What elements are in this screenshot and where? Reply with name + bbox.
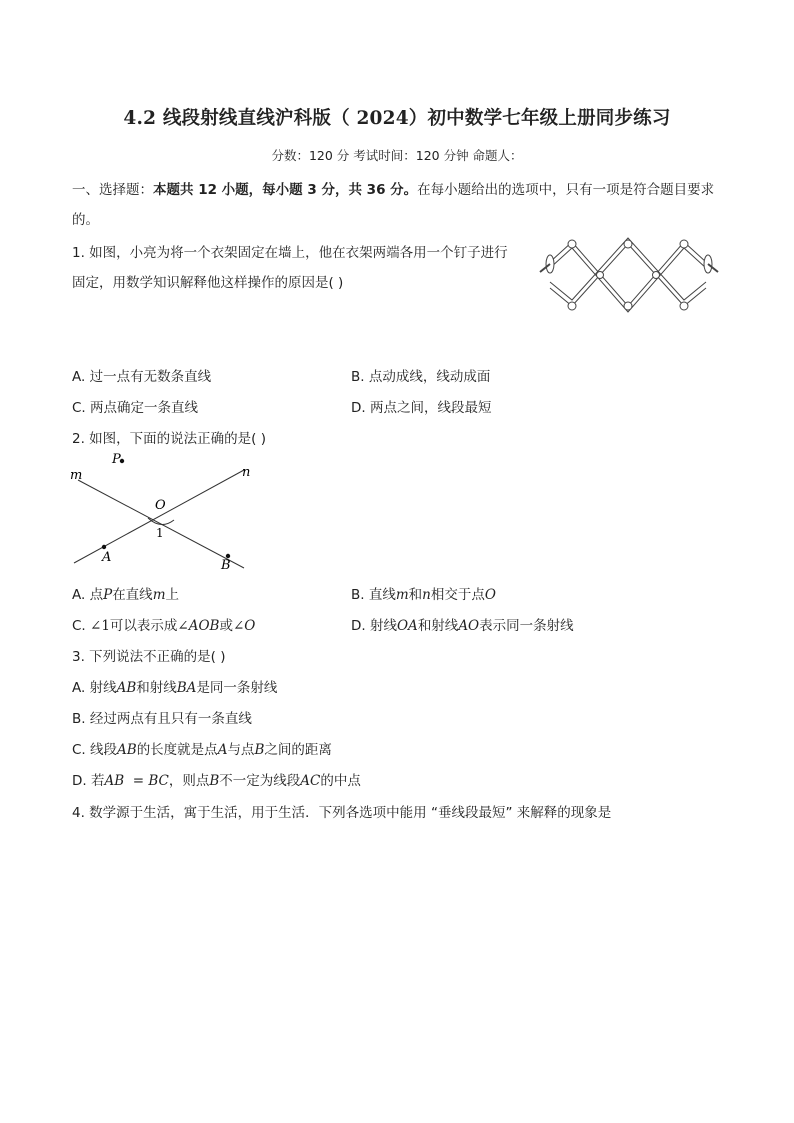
q1-option-b[interactable]: B. 点动成线，线动成面 <box>351 369 491 385</box>
text: B. 直线 <box>351 587 396 603</box>
text: 和射线 <box>417 618 459 634</box>
label-o: O <box>155 498 166 513</box>
q1-option-a[interactable]: A. 过一点有无数条直线 <box>72 369 212 385</box>
label-m: m <box>70 468 83 483</box>
math-var: ∠1 <box>90 618 110 634</box>
text: 的中点 <box>320 773 361 789</box>
q1-option-c[interactable]: C. 两点确定一条直线 <box>72 400 199 416</box>
q2-option-a[interactable] <box>72 583 179 603</box>
text: 在直线 <box>112 587 153 603</box>
point-a <box>102 545 106 549</box>
line-n <box>74 470 244 563</box>
math-var: B <box>254 742 265 758</box>
q2-lines-figure <box>66 448 256 573</box>
text: 上 <box>165 587 179 603</box>
math-var: n <box>422 587 431 603</box>
q2-option-d[interactable] <box>351 614 574 634</box>
q1-stem-line1: 1. 如图，小亮为将一个衣架固定在墙上，他在衣架两端各用一个钉子进行 <box>72 245 508 261</box>
exam-info: 分数：120 分 考试时间：120 分钟 命题人： <box>271 148 523 163</box>
text: 的长度就是点 <box>136 742 218 758</box>
section-label: 一、选择题： <box>72 182 153 198</box>
math-var: B <box>209 773 220 789</box>
math-var: P <box>103 587 113 603</box>
section-heading-cont: 的。 <box>72 212 99 228</box>
page-title: 4.2 线段射线直线沪科版（ 2024）初中数学七年级上册同步练习 <box>123 108 671 129</box>
text: 可以表示成 <box>109 618 178 634</box>
text: C. <box>72 618 91 634</box>
math-var: A <box>217 742 228 758</box>
math-var: m <box>395 587 409 603</box>
q3-stem: 3. 下列说法不正确的是( ) <box>72 649 226 665</box>
q3-option-c[interactable] <box>72 738 332 758</box>
math-var: AC <box>300 773 321 789</box>
q2-option-b[interactable] <box>351 583 496 603</box>
text: 相交于点 <box>430 587 485 603</box>
q3-option-d[interactable] <box>72 769 361 789</box>
text: 或 <box>219 618 233 634</box>
text: 与点 <box>227 742 255 758</box>
q4-stem: 4. 数学源于生活，寓于生活，用于生活．下列各选项中能用 “垂线段最短” 来解释的现象是 <box>72 805 612 821</box>
q1-stem-line2: 固定，用数学知识解释他这样操作的原因是( ) <box>72 275 344 291</box>
math-var: BA <box>176 680 197 696</box>
label-n: n <box>242 465 251 480</box>
math-var: AB = BC <box>104 773 169 789</box>
section-text: 在每小题给出的选项中，只有一项是符合题目要求 <box>417 182 715 198</box>
text: A. 点 <box>72 587 104 603</box>
text: 是同一条射线 <box>196 680 278 696</box>
section-heading <box>72 178 714 198</box>
q2-option-c[interactable] <box>72 614 255 634</box>
rack-strips <box>550 238 706 312</box>
text: 之间的距离 <box>264 742 332 758</box>
rack-pivots <box>568 240 688 310</box>
q1-option-d[interactable]: D. 两点之间，线段最短 <box>351 400 492 416</box>
text: 不一定为线段 <box>219 773 301 789</box>
left-nail <box>540 255 554 273</box>
text: D. 若 <box>72 773 105 789</box>
text: C. 线段 <box>72 742 118 758</box>
math-var: AO <box>458 618 480 634</box>
text: A. 射线 <box>72 680 117 696</box>
text: D. 射线 <box>351 618 397 634</box>
label-b: B <box>221 558 231 573</box>
math-var: O <box>484 587 496 603</box>
math-var: AB <box>116 680 137 696</box>
label-a: A <box>102 550 112 565</box>
label-p: P <box>112 452 121 467</box>
right-nail <box>704 255 718 273</box>
text: 和射线 <box>136 680 177 696</box>
math-var: m <box>152 587 166 603</box>
q3-option-b[interactable]: B. 经过两点有且只有一条直线 <box>72 711 252 727</box>
math-var: AB <box>117 742 137 758</box>
math-var: ∠O <box>232 618 256 634</box>
q3-option-a[interactable] <box>72 676 277 696</box>
text: ，则点 <box>168 773 210 789</box>
q2-stem: 2. 如图，下面的说法正确的是( ) <box>72 431 266 447</box>
text: 表示同一条射线 <box>479 618 574 634</box>
label-angle-1: 1 <box>156 526 164 540</box>
section-bold-text: 本题共 12 小题，每小题 3 分，共 36 分。 <box>153 182 418 198</box>
math-var: ∠AOB <box>177 618 220 634</box>
text: 和 <box>408 587 423 603</box>
math-var: OA <box>396 618 418 634</box>
q1-coat-rack-figure <box>536 234 726 316</box>
